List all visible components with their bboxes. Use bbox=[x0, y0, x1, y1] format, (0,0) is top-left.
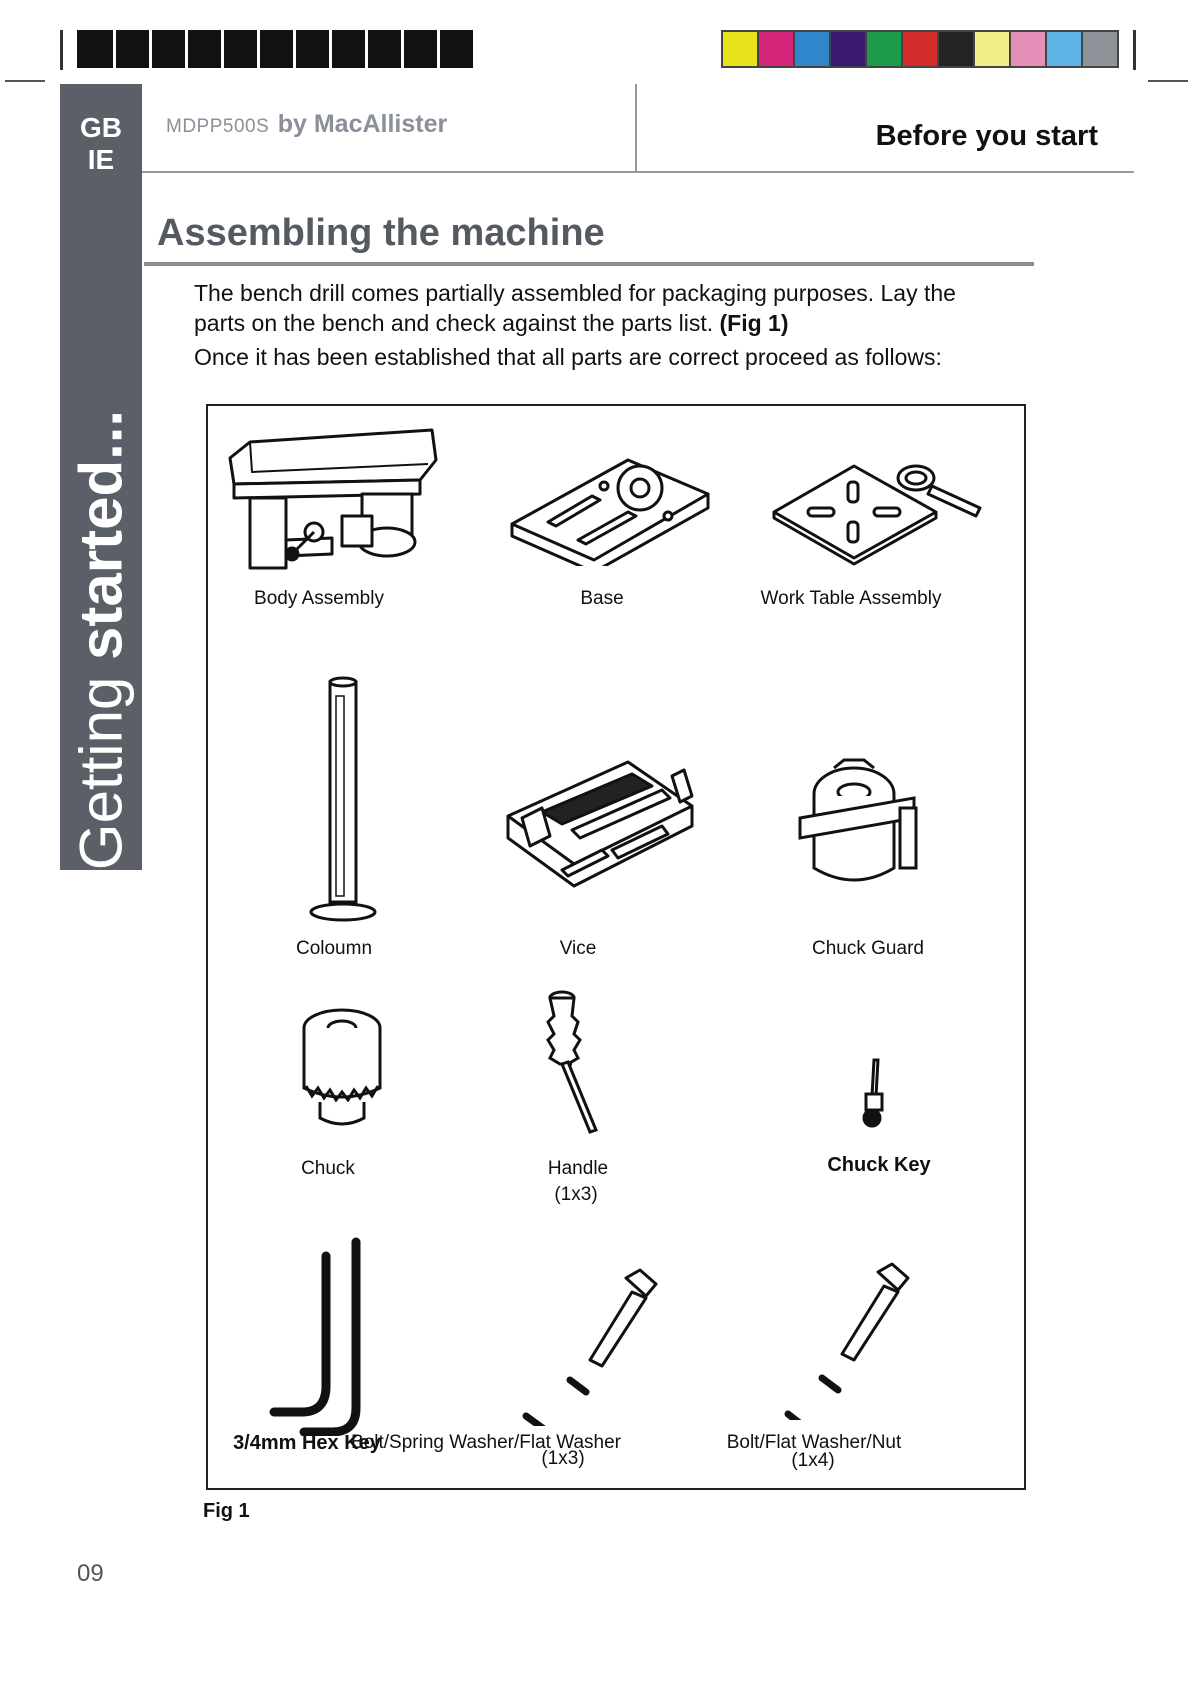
sidebar-section-label bbox=[67, 410, 136, 870]
label-chuck-key: Chuck Key bbox=[827, 1154, 931, 1176]
body-assembly-illustration bbox=[222, 420, 452, 580]
label-hex-key: 3/4mm Hex Key bbox=[233, 1432, 381, 1454]
sidebar-label-regular: Getting bbox=[67, 659, 135, 871]
crop-mark bbox=[60, 30, 63, 70]
figure-caption: Fig 1 bbox=[203, 1500, 250, 1522]
base-illustration bbox=[508, 456, 718, 566]
intro-paragraph bbox=[194, 278, 1074, 338]
bolt-flat-washer-nut-illustration bbox=[774, 1260, 934, 1420]
sidebar-label-bold: started... bbox=[67, 409, 135, 660]
label-vice: Vice bbox=[559, 938, 597, 959]
product-model bbox=[166, 110, 447, 139]
intro-line-2: parts on the bench and check against the parts list. bbox=[194, 310, 714, 336]
bolt-spring-washer-illustration bbox=[522, 1266, 682, 1426]
label-chuck: Chuck bbox=[301, 1158, 355, 1179]
instruction-paragraph: Once it has been established that all parts are correct proceed as follows: bbox=[194, 344, 942, 370]
crop-mark bbox=[5, 80, 45, 82]
header-rule bbox=[142, 171, 1134, 173]
column-illustration bbox=[308, 676, 378, 926]
section-rule bbox=[144, 262, 1034, 266]
label-base: Base bbox=[580, 588, 624, 609]
label-column: Coloumn bbox=[295, 938, 373, 959]
hex-key-illustration bbox=[266, 1236, 396, 1436]
color-calibration-bar bbox=[721, 30, 1119, 68]
label-handle: Handle bbox=[547, 1158, 609, 1179]
label-body-assembly: Body Assembly bbox=[254, 588, 384, 609]
model-code: MDPP500S bbox=[166, 116, 270, 137]
intro-line-1: The bench drill comes partially assembled for packaging purposes. Lay the bbox=[194, 280, 956, 306]
color-swatch-6 bbox=[903, 32, 939, 66]
chuck-key-illustration bbox=[852, 1056, 892, 1132]
header-title: Before you start bbox=[875, 120, 1098, 152]
label-bolt-spring-flat-washer: Bolt/Spring Washer/Flat Washer bbox=[351, 1432, 621, 1453]
language-code-gb: GB bbox=[80, 112, 122, 143]
work-table-illustration bbox=[768, 462, 988, 572]
color-swatch-7 bbox=[939, 32, 975, 66]
color-swatch-4 bbox=[831, 32, 867, 66]
label-handle-qty: (1x3) bbox=[554, 1184, 598, 1205]
page-number: 09 bbox=[77, 1560, 104, 1587]
color-swatch-11 bbox=[1083, 32, 1117, 66]
color-swatch-10 bbox=[1047, 32, 1083, 66]
color-swatch-1 bbox=[723, 32, 759, 66]
crop-mark bbox=[1133, 30, 1136, 70]
registration-bar bbox=[77, 30, 473, 68]
color-swatch-8 bbox=[975, 32, 1011, 66]
label-bolt-spring-flat-washer-qty: (1x3) bbox=[541, 1448, 585, 1469]
color-swatch-5 bbox=[867, 32, 903, 66]
brand-name: by MacAllister bbox=[277, 110, 448, 138]
language-code-ie: IE bbox=[87, 144, 115, 175]
color-swatch-3 bbox=[795, 32, 831, 66]
figure-reference: (Fig 1) bbox=[719, 310, 789, 336]
chuck-guard-illustration bbox=[794, 758, 924, 898]
section-title: Assembling the machine bbox=[157, 212, 605, 254]
vice-illustration bbox=[502, 756, 702, 906]
color-swatch-2 bbox=[759, 32, 795, 66]
crop-mark bbox=[1148, 80, 1188, 82]
color-swatch-9 bbox=[1011, 32, 1047, 66]
parts-figure bbox=[206, 404, 1026, 1490]
label-bolt-flat-washer-nut-qty: (1x4) bbox=[791, 1450, 835, 1471]
handle-illustration bbox=[538, 988, 618, 1138]
label-work-table-assembly: Work Table Assembly bbox=[760, 588, 942, 609]
label-bolt-flat-washer-nut: Bolt/Flat Washer/Nut bbox=[726, 1432, 902, 1453]
chuck-illustration bbox=[298, 1006, 388, 1136]
header-divider bbox=[635, 84, 637, 172]
label-chuck-guard: Chuck Guard bbox=[812, 938, 924, 959]
